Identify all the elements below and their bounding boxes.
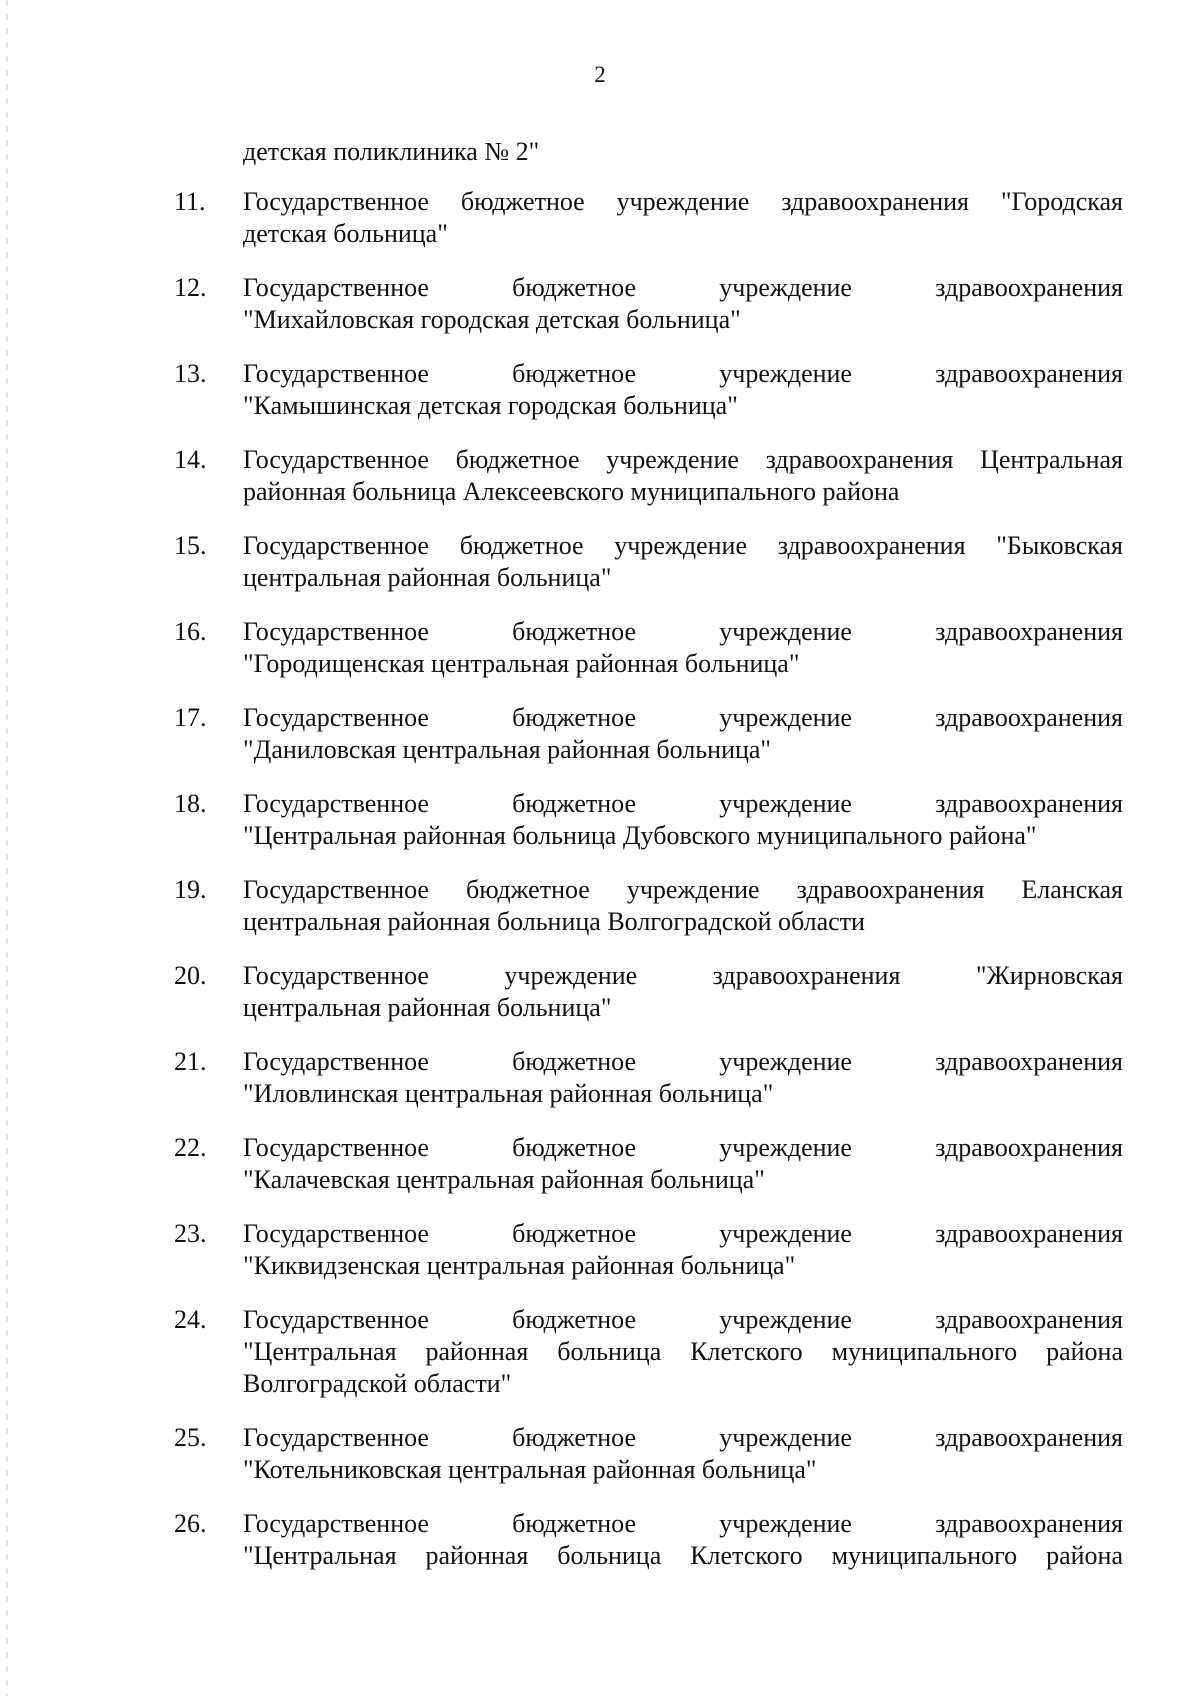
list-item-text [243, 1304, 1123, 1400]
list-item-line: "Киквидзенская центральная районная больница" [243, 1251, 796, 1280]
list-item-number: 15. [174, 531, 207, 560]
list-item [174, 702, 1123, 766]
list-item-text [243, 788, 1123, 852]
list-item-number: 19. [174, 875, 207, 904]
list-item-line: "Даниловская центральная районная больница" [243, 735, 772, 764]
list-item [174, 1132, 1123, 1196]
list-item-number: 21. [174, 1047, 207, 1076]
list-item-line: Государственное бюджетное учреждение здравоохранения [243, 617, 1123, 646]
list-item-line: "Иловлинская центральная районная больница" [243, 1079, 774, 1108]
list-item-text [243, 358, 1123, 422]
list-item-text [243, 1422, 1123, 1486]
list-item-line: Государственное бюджетное учреждение здравоохранения "Городская [243, 187, 1123, 216]
list-item-number: 26. [174, 1509, 207, 1538]
list-item-line: Государственное бюджетное учреждение здравоохранения [243, 1047, 1123, 1076]
list-item-line: Государственное учреждение здравоохранения "Жирновская [243, 961, 1123, 990]
list-item [174, 272, 1123, 336]
institution-list [174, 186, 1123, 1594]
list-item-line: "Михайловская городская детская больница" [243, 305, 741, 334]
list-item [174, 616, 1123, 680]
list-item-line: "Центральная районная больница Дубовского муниципального района" [243, 821, 1037, 850]
list-item-number: 17. [174, 703, 207, 732]
list-item-text [243, 444, 1123, 508]
list-item-number: 16. [174, 617, 207, 646]
list-item-text [243, 272, 1123, 336]
list-item-number: 13. [174, 359, 207, 388]
list-item-line: Государственное бюджетное учреждение здравоохранения Еланская [243, 875, 1123, 904]
list-item-line: "Городищенская центральная районная больница" [243, 649, 800, 678]
list-item-line: "Калачевская центральная районная больница" [243, 1165, 765, 1194]
list-item-line: центральная районная больница" [243, 563, 612, 592]
list-item-line: Государственное бюджетное учреждение здравоохранения [243, 273, 1123, 302]
list-item-text [243, 1132, 1123, 1196]
list-item-line: Государственное бюджетное учреждение здравоохранения Центральная [243, 445, 1123, 474]
list-item-text [243, 874, 1123, 938]
list-item-line: центральная районная больница" [243, 993, 612, 1022]
list-item-number: 22. [174, 1133, 207, 1162]
list-item-line: "Котельниковская центральная районная больница" [243, 1455, 817, 1484]
list-item [174, 874, 1123, 938]
list-item-number: 25. [174, 1423, 207, 1452]
list-item-number: 14. [174, 445, 207, 474]
list-item-text [243, 1218, 1123, 1282]
list-item [174, 1046, 1123, 1110]
list-item-line: детская больница" [243, 219, 448, 248]
list-item-text [243, 530, 1123, 594]
list-item-line: "Центральная районная больница Клетского муниципального района [243, 1541, 1123, 1570]
list-item-text [243, 186, 1123, 250]
list-item [174, 1218, 1123, 1282]
list-item-line: Волгоградской области" [243, 1369, 512, 1398]
list-item-text [243, 960, 1123, 1024]
list-item-line: Государственное бюджетное учреждение здравоохранения [243, 789, 1123, 818]
list-item-line: Государственное бюджетное учреждение здравоохранения [243, 1423, 1123, 1452]
list-item-line: Государственное бюджетное учреждение здравоохранения [243, 359, 1123, 388]
list-item-line: Государственное бюджетное учреждение здравоохранения "Быковская [243, 531, 1123, 560]
list-item-text [243, 1046, 1123, 1110]
list-item-text [243, 702, 1123, 766]
list-item-line: Государственное бюджетное учреждение здравоохранения [243, 1305, 1123, 1334]
scan-edge-artifact [6, 0, 8, 1696]
list-item-number: 23. [174, 1219, 207, 1248]
list-item-number: 18. [174, 789, 207, 818]
continuation-text: детская поликлиника № 2" [243, 137, 540, 166]
list-item-line: районная больница Алексеевского муниципального района [243, 477, 900, 506]
list-item [174, 1508, 1123, 1572]
list-item-line: Государственное бюджетное учреждение здравоохранения [243, 703, 1123, 732]
list-item-line: центральная районная больница Волгоградской области [243, 907, 865, 936]
list-item-number: 11. [174, 187, 206, 216]
list-item [174, 358, 1123, 422]
list-item-number: 12. [174, 273, 207, 302]
list-item [174, 1304, 1123, 1400]
list-item [174, 788, 1123, 852]
list-item-line: Государственное бюджетное учреждение здравоохранения [243, 1219, 1123, 1248]
list-item [174, 1422, 1123, 1486]
list-item-line: "Центральная районная больница Клетского муниципального района [243, 1337, 1123, 1366]
list-item-line: "Камышинская детская городская больница" [243, 391, 738, 420]
list-item [174, 530, 1123, 594]
list-item-line: Государственное бюджетное учреждение здравоохранения [243, 1133, 1123, 1162]
list-item-text [243, 616, 1123, 680]
list-item-number: 24. [174, 1305, 207, 1334]
page-number: 2 [594, 62, 606, 87]
list-item-line: Государственное бюджетное учреждение здравоохранения [243, 1509, 1123, 1538]
list-item [174, 444, 1123, 508]
list-item-text [243, 1508, 1123, 1572]
list-item-number: 20. [174, 961, 207, 990]
list-item [174, 960, 1123, 1024]
list-item [174, 186, 1123, 250]
